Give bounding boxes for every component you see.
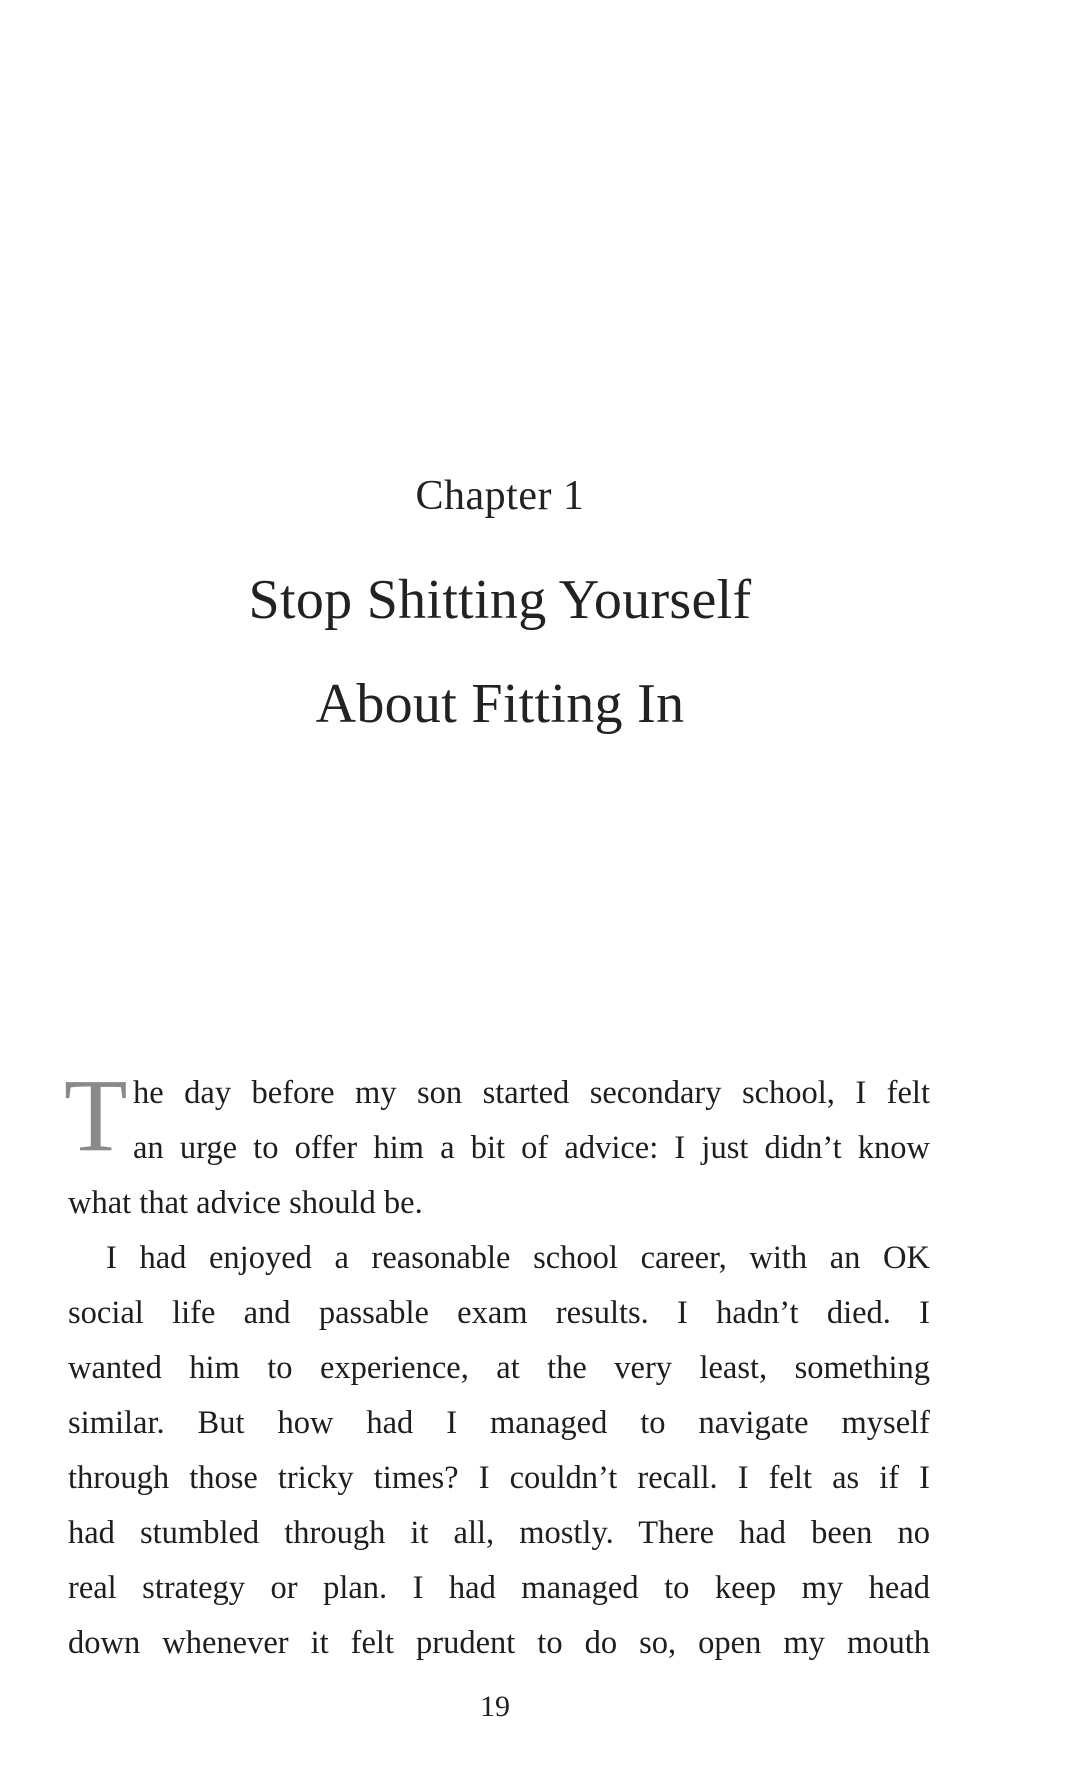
chapter-title-line-2: About Fitting In [315,673,685,735]
text-line: wanted him to experience, at the very least, something [68,1350,930,1386]
text-line: real strategy or plan. I had managed to keep my head [68,1570,930,1606]
chapter-title-line-1: Stop Shitting Yourself [248,569,752,631]
text-line: had stumbled through it all, mostly. There had been no [68,1515,930,1551]
text-line: through those tricky times? I couldn’t recall. I felt as if I [68,1460,930,1496]
text-line: down whenever it felt prudent to do so, open my mouth [68,1625,930,1661]
text-line: he day before my son started secondary school, I felt [133,1075,930,1111]
text-line: similar. But how had I managed to navigate myself [68,1405,930,1441]
drop-cap-letter: T [64,1058,128,1173]
page-number: 19 [480,1690,510,1723]
text-line: what that advice should be. [68,1185,423,1221]
text-line: social life and passable exam results. I hadn’t died. I [68,1295,930,1331]
text-line: I had enjoyed a reasonable school career, with an OK [106,1240,930,1276]
chapter-label: Chapter 1 [415,473,585,519]
text-line: an urge to offer him a bit of advice: I just didn’t know [133,1130,930,1166]
